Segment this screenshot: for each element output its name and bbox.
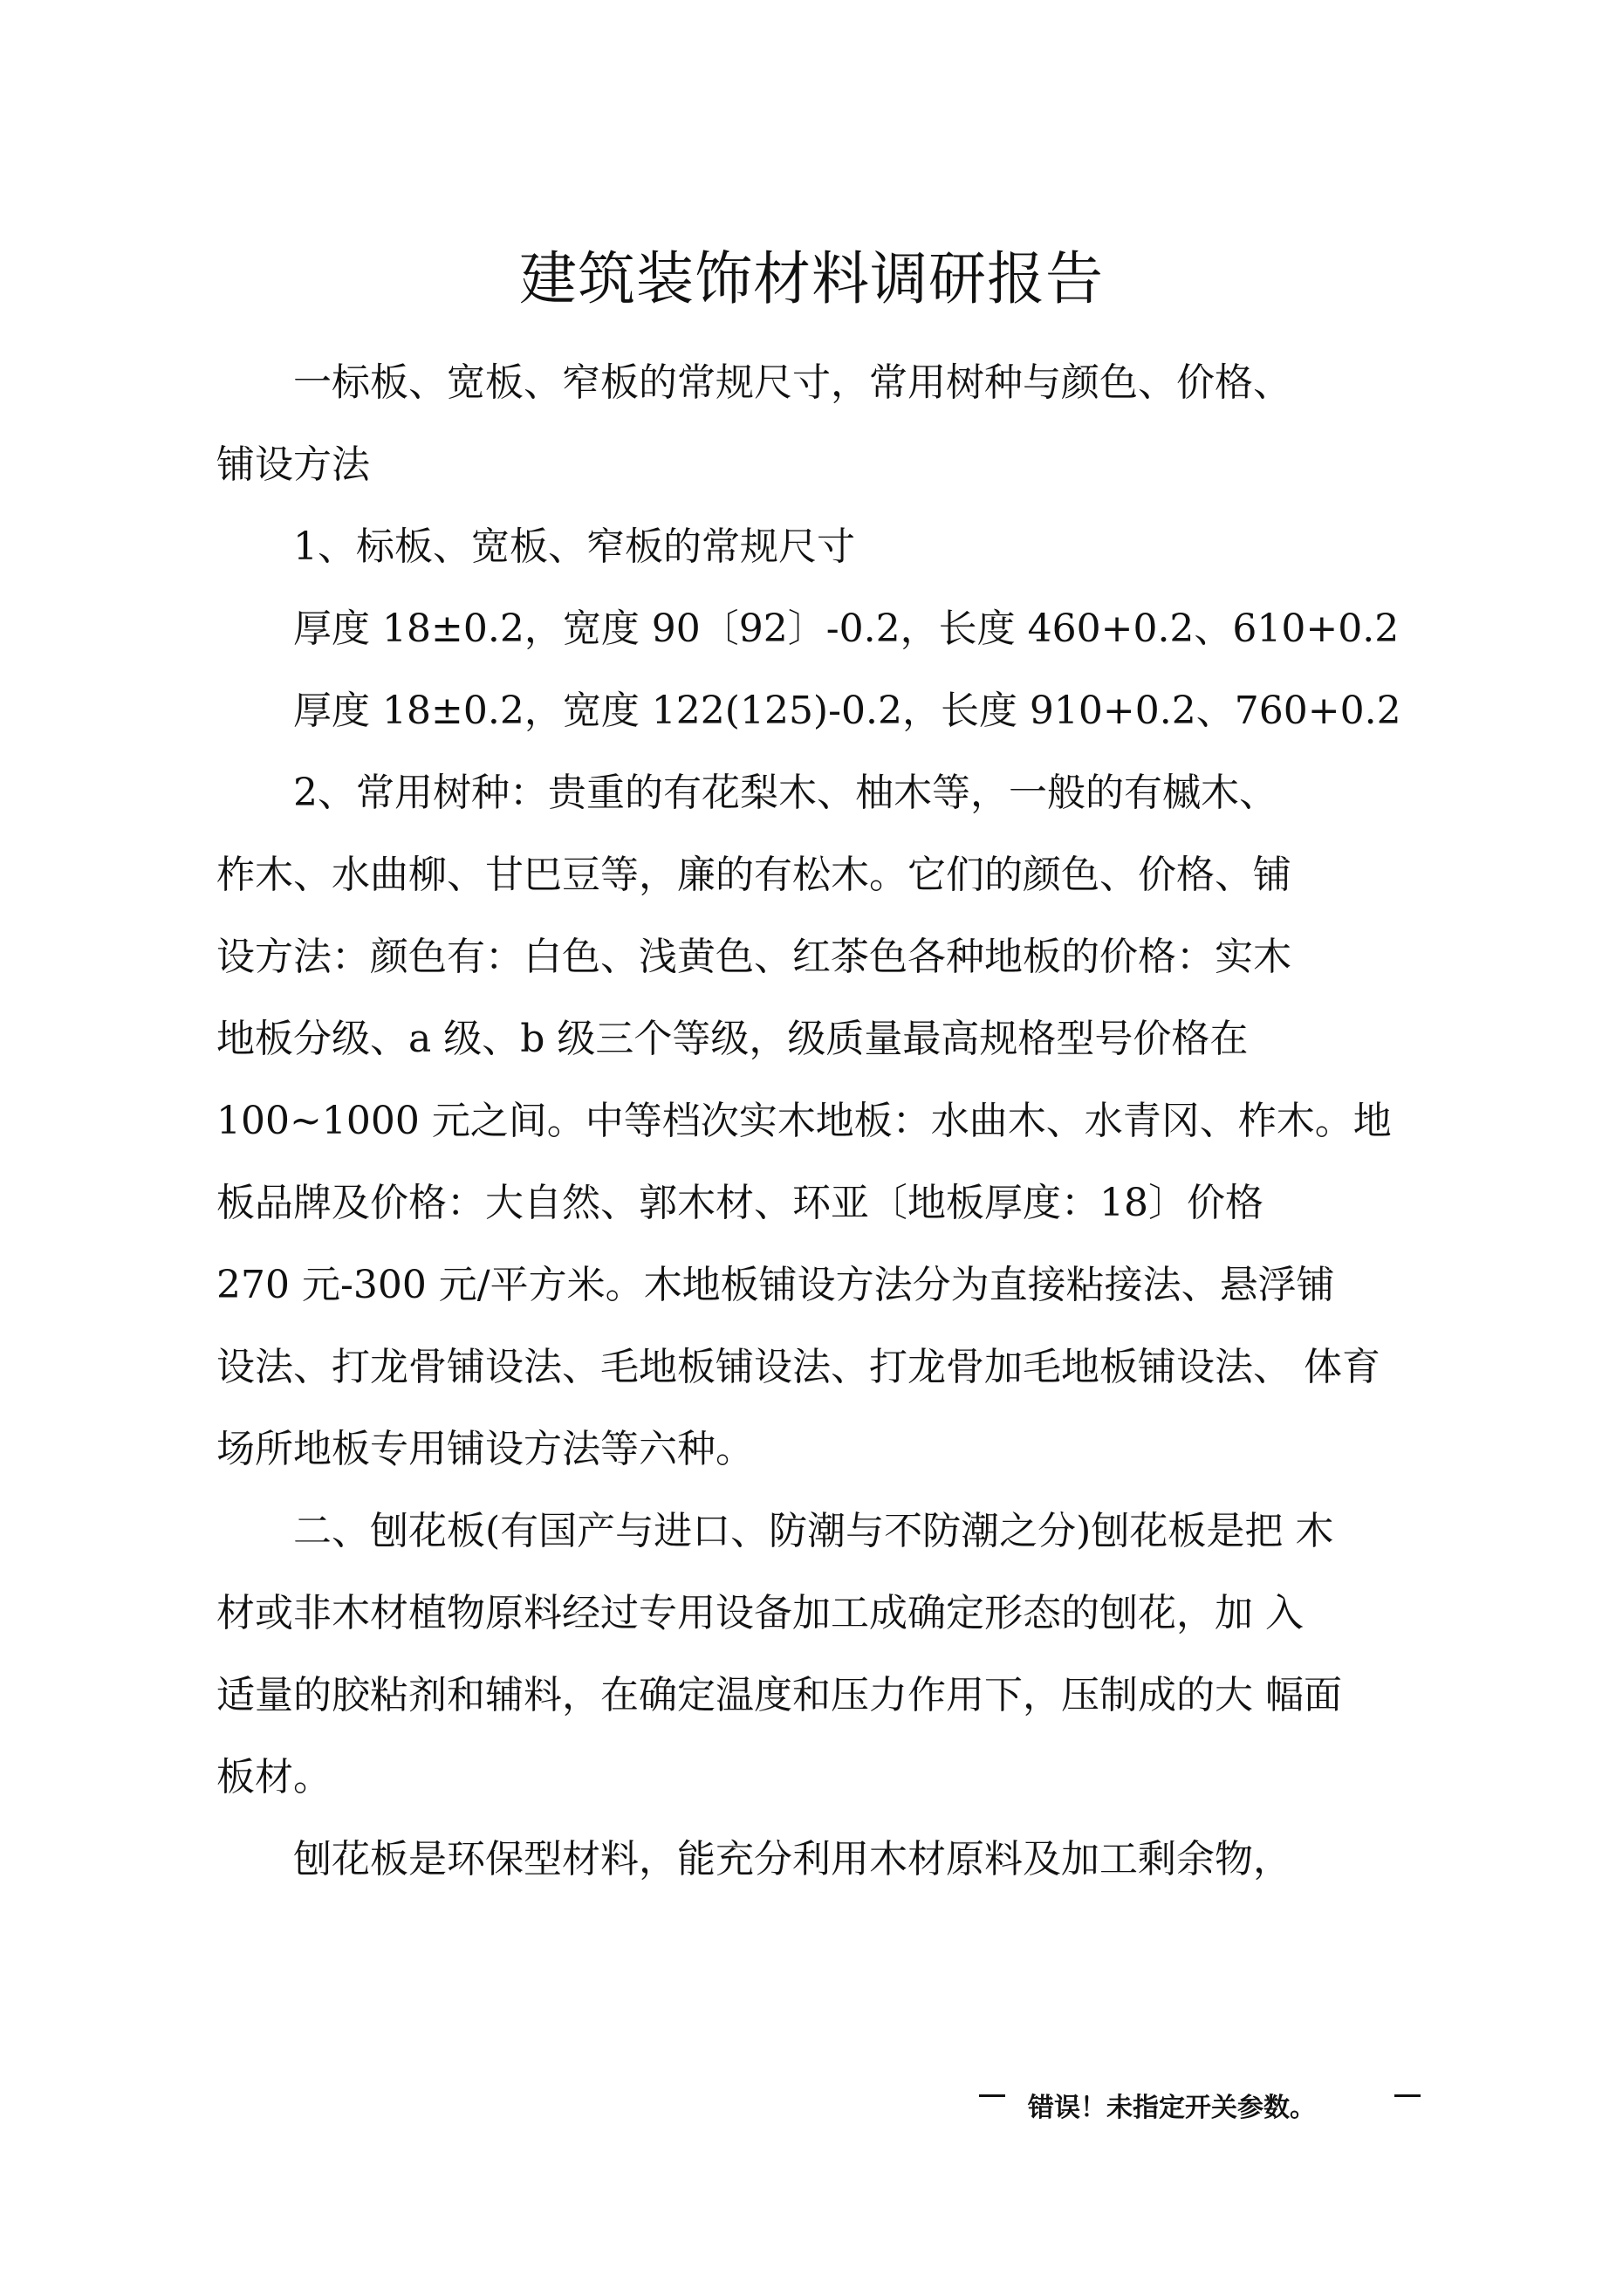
footer-dash-left (979, 2094, 1005, 2097)
text-line: 1、标板、宽板、窄板的常规尺寸 (293, 524, 855, 569)
text-line: 二、刨花板(有国产与进口、防潮与不防潮之分)刨花板是把 木 (293, 1509, 1334, 1553)
text-line: 100~1000 元之间。中等档次实木地板：水曲木、水青冈、柞木。地 (216, 1099, 1392, 1143)
text-line: 适量的胶粘剂和辅料，在确定温度和压力作用下，压制成的大 幅面 (216, 1673, 1342, 1717)
paragraph (216, 588, 1438, 670)
text-line: 材或非木材植物原料经过专用设备加工成确定形态的刨花，加 入 (216, 1591, 1304, 1635)
text-line: 刨花板是环保型材料，能充分利用木材原料及加工剩余物， (293, 1837, 1291, 1881)
text-line: 厚度 18±0.2，宽度 122(125)-0.2，长度 910+0.2、760+0.2 (293, 689, 1401, 733)
page-title: 建筑装饰材料调研报告 (519, 245, 1104, 312)
text-line: 设方法：颜色有：白色、浅黄色、红茶色各种地板的价格：实木 (216, 935, 1291, 979)
paragraph (216, 1819, 1438, 1901)
paragraph (216, 506, 1438, 588)
text-line: 铺设方法 (216, 442, 370, 487)
text-line: 一标板、宽板、窄板的常规尺寸，常用树种与颜色、价格、 (293, 360, 1291, 405)
text-line: 2、常用树种：贵重的有花梨木、柚木等，一般的有槭木、 (293, 771, 1277, 815)
paragraph (216, 342, 1438, 506)
document-body (216, 342, 1438, 1901)
text-line: 场所地板专用铺设方法等六种。 (216, 1427, 754, 1471)
text-line: 板品牌及价格：大自然、郭木材、环亚〔地板厚度：18〕价格 (216, 1181, 1263, 1225)
text-line: 270 元-300 元/平方米。木地板铺设方法分为直接粘接法、悬浮铺 (216, 1263, 1335, 1307)
text-line: 地板分级、a 级、b 级三个等级，级质量最高规格型号价格在 (216, 1017, 1249, 1061)
text-line: 柞木、水曲柳、甘巴豆等，廉的有松木。它们的颜色、价格、铺 (216, 853, 1291, 897)
footer-error-text: 错误！未指定开关参数。 (1028, 2093, 1316, 2123)
paragraph (216, 752, 1438, 1491)
text-line: 板材。 (216, 1755, 332, 1799)
paragraph (216, 1491, 1438, 1819)
text-line: 设法、打龙骨铺设法、毛地板铺设法、打龙骨加毛地板铺设法、 体育 (216, 1345, 1380, 1389)
text-line: 厚度 18±0.2，宽度 90〔92〕-0.2，长度 460+0.2、610+0.2 (293, 607, 1400, 651)
paragraph (216, 670, 1438, 752)
footer-dash-right (1394, 2094, 1421, 2097)
page-footer (0, 2093, 1623, 2145)
